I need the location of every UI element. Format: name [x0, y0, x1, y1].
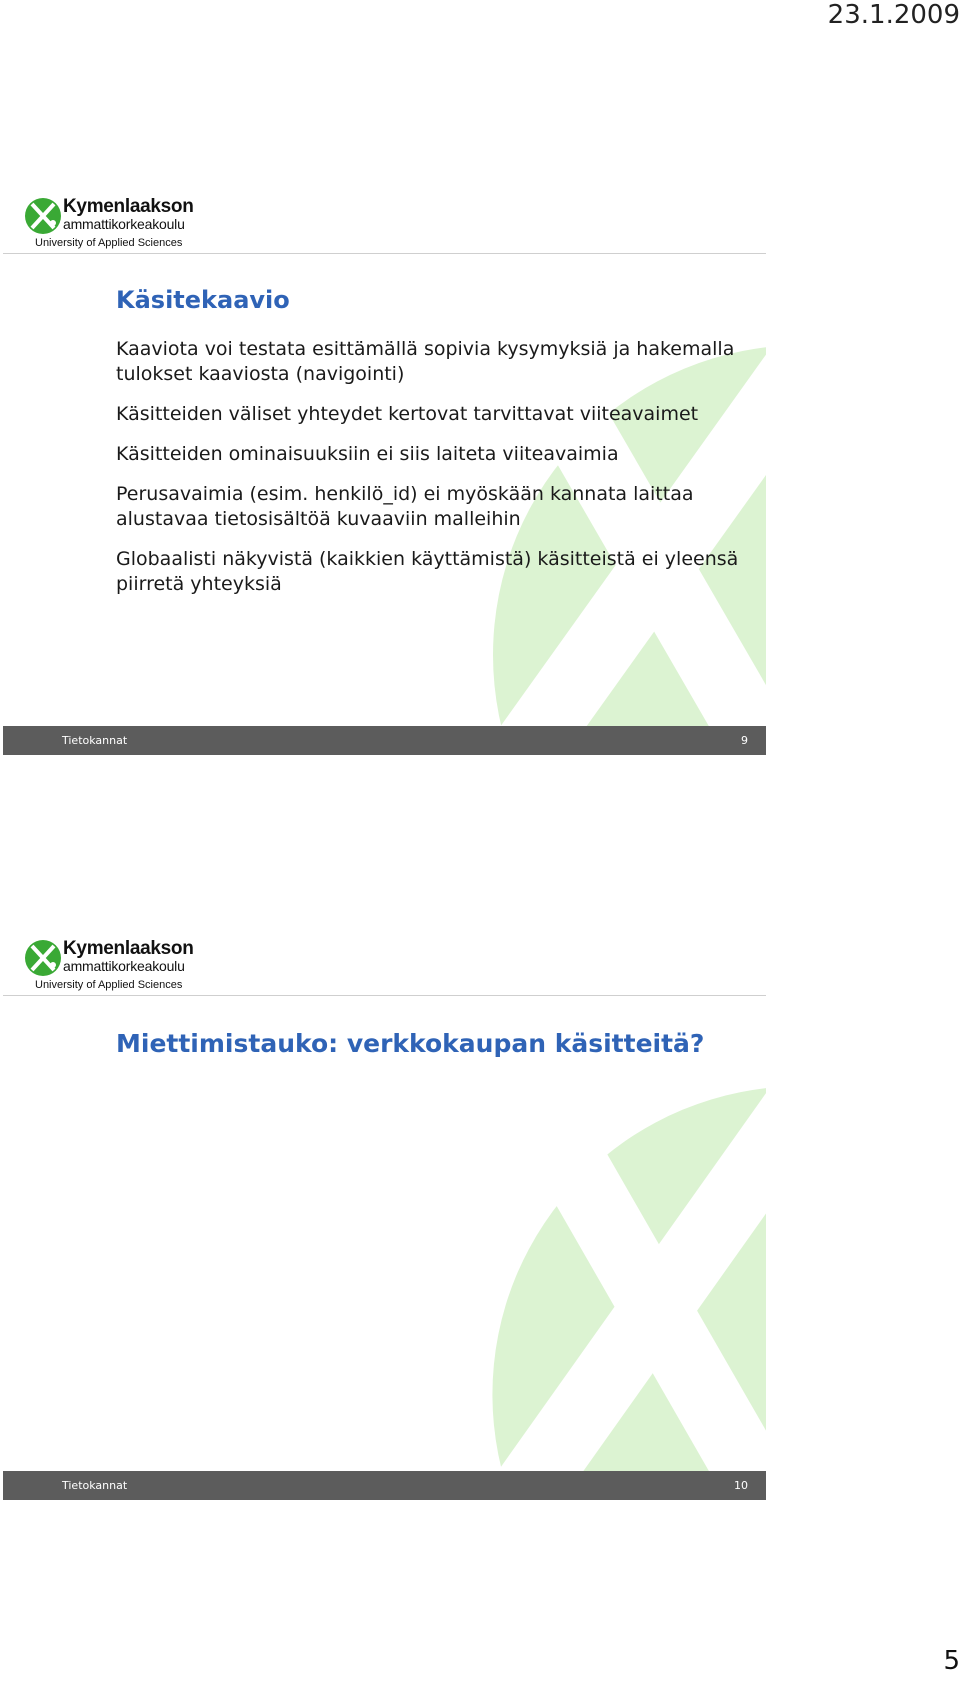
footer-slide-number: 9	[741, 734, 748, 747]
logo-subname: ammattikorkeakoulu	[63, 216, 185, 232]
header-divider	[3, 253, 766, 254]
slide-title: Käsitekaavio	[116, 286, 290, 314]
bullet-item: Käsitteiden ominaisuuksiin ei siis laiteta viiteavaimia	[116, 443, 619, 465]
bullet-item: Kaaviota voi testata esittämällä sopivia kysymyksiä ja hakemalla tulokset kaaviosta (navigointi)	[116, 338, 735, 385]
bullet-item: Globaalisti näkyvistä (kaikkien käyttämistä) käsitteistä ei yleensä piirretä yhteyksiä	[116, 548, 739, 595]
school-emblem-icon	[23, 195, 63, 237]
bullet-item: Perusavaimia (esim. henkilö_id) ei myöskään kannata laittaa alustavaa tietosisältöä kuvaaviin malleihin	[116, 483, 694, 530]
slide-1	[3, 195, 766, 755]
school-logo	[23, 195, 194, 251]
bullet-item: Käsitteiden väliset yhteydet kertovat tarvittavat viiteavaimet	[116, 403, 699, 425]
logo-university: University of Applied Sciences	[35, 979, 183, 991]
logo-name: Kymenlaakson	[63, 938, 194, 959]
footer-slide-number: 10	[734, 1479, 748, 1492]
school-logo	[23, 937, 194, 993]
slide-footer	[3, 726, 766, 755]
slide-title: Miettimistauko: verkkokaupan käsitteitä?	[116, 1029, 705, 1058]
school-emblem-icon	[23, 937, 63, 979]
logo-subname: ammattikorkeakoulu	[63, 958, 185, 974]
bullet-list	[116, 337, 756, 612]
header-divider	[3, 995, 766, 996]
slide-2	[3, 937, 766, 1500]
page-number: 5	[943, 1646, 960, 1676]
logo-university: University of Applied Sciences	[35, 237, 183, 249]
logo-name: Kymenlaakson	[63, 196, 194, 217]
watermark-logo-graphic	[3, 937, 766, 1497]
footer-label: Tietokannat	[62, 1479, 128, 1492]
slide-footer	[3, 1471, 766, 1500]
page-date: 23.1.2009	[827, 0, 960, 30]
footer-label: Tietokannat	[62, 734, 128, 747]
